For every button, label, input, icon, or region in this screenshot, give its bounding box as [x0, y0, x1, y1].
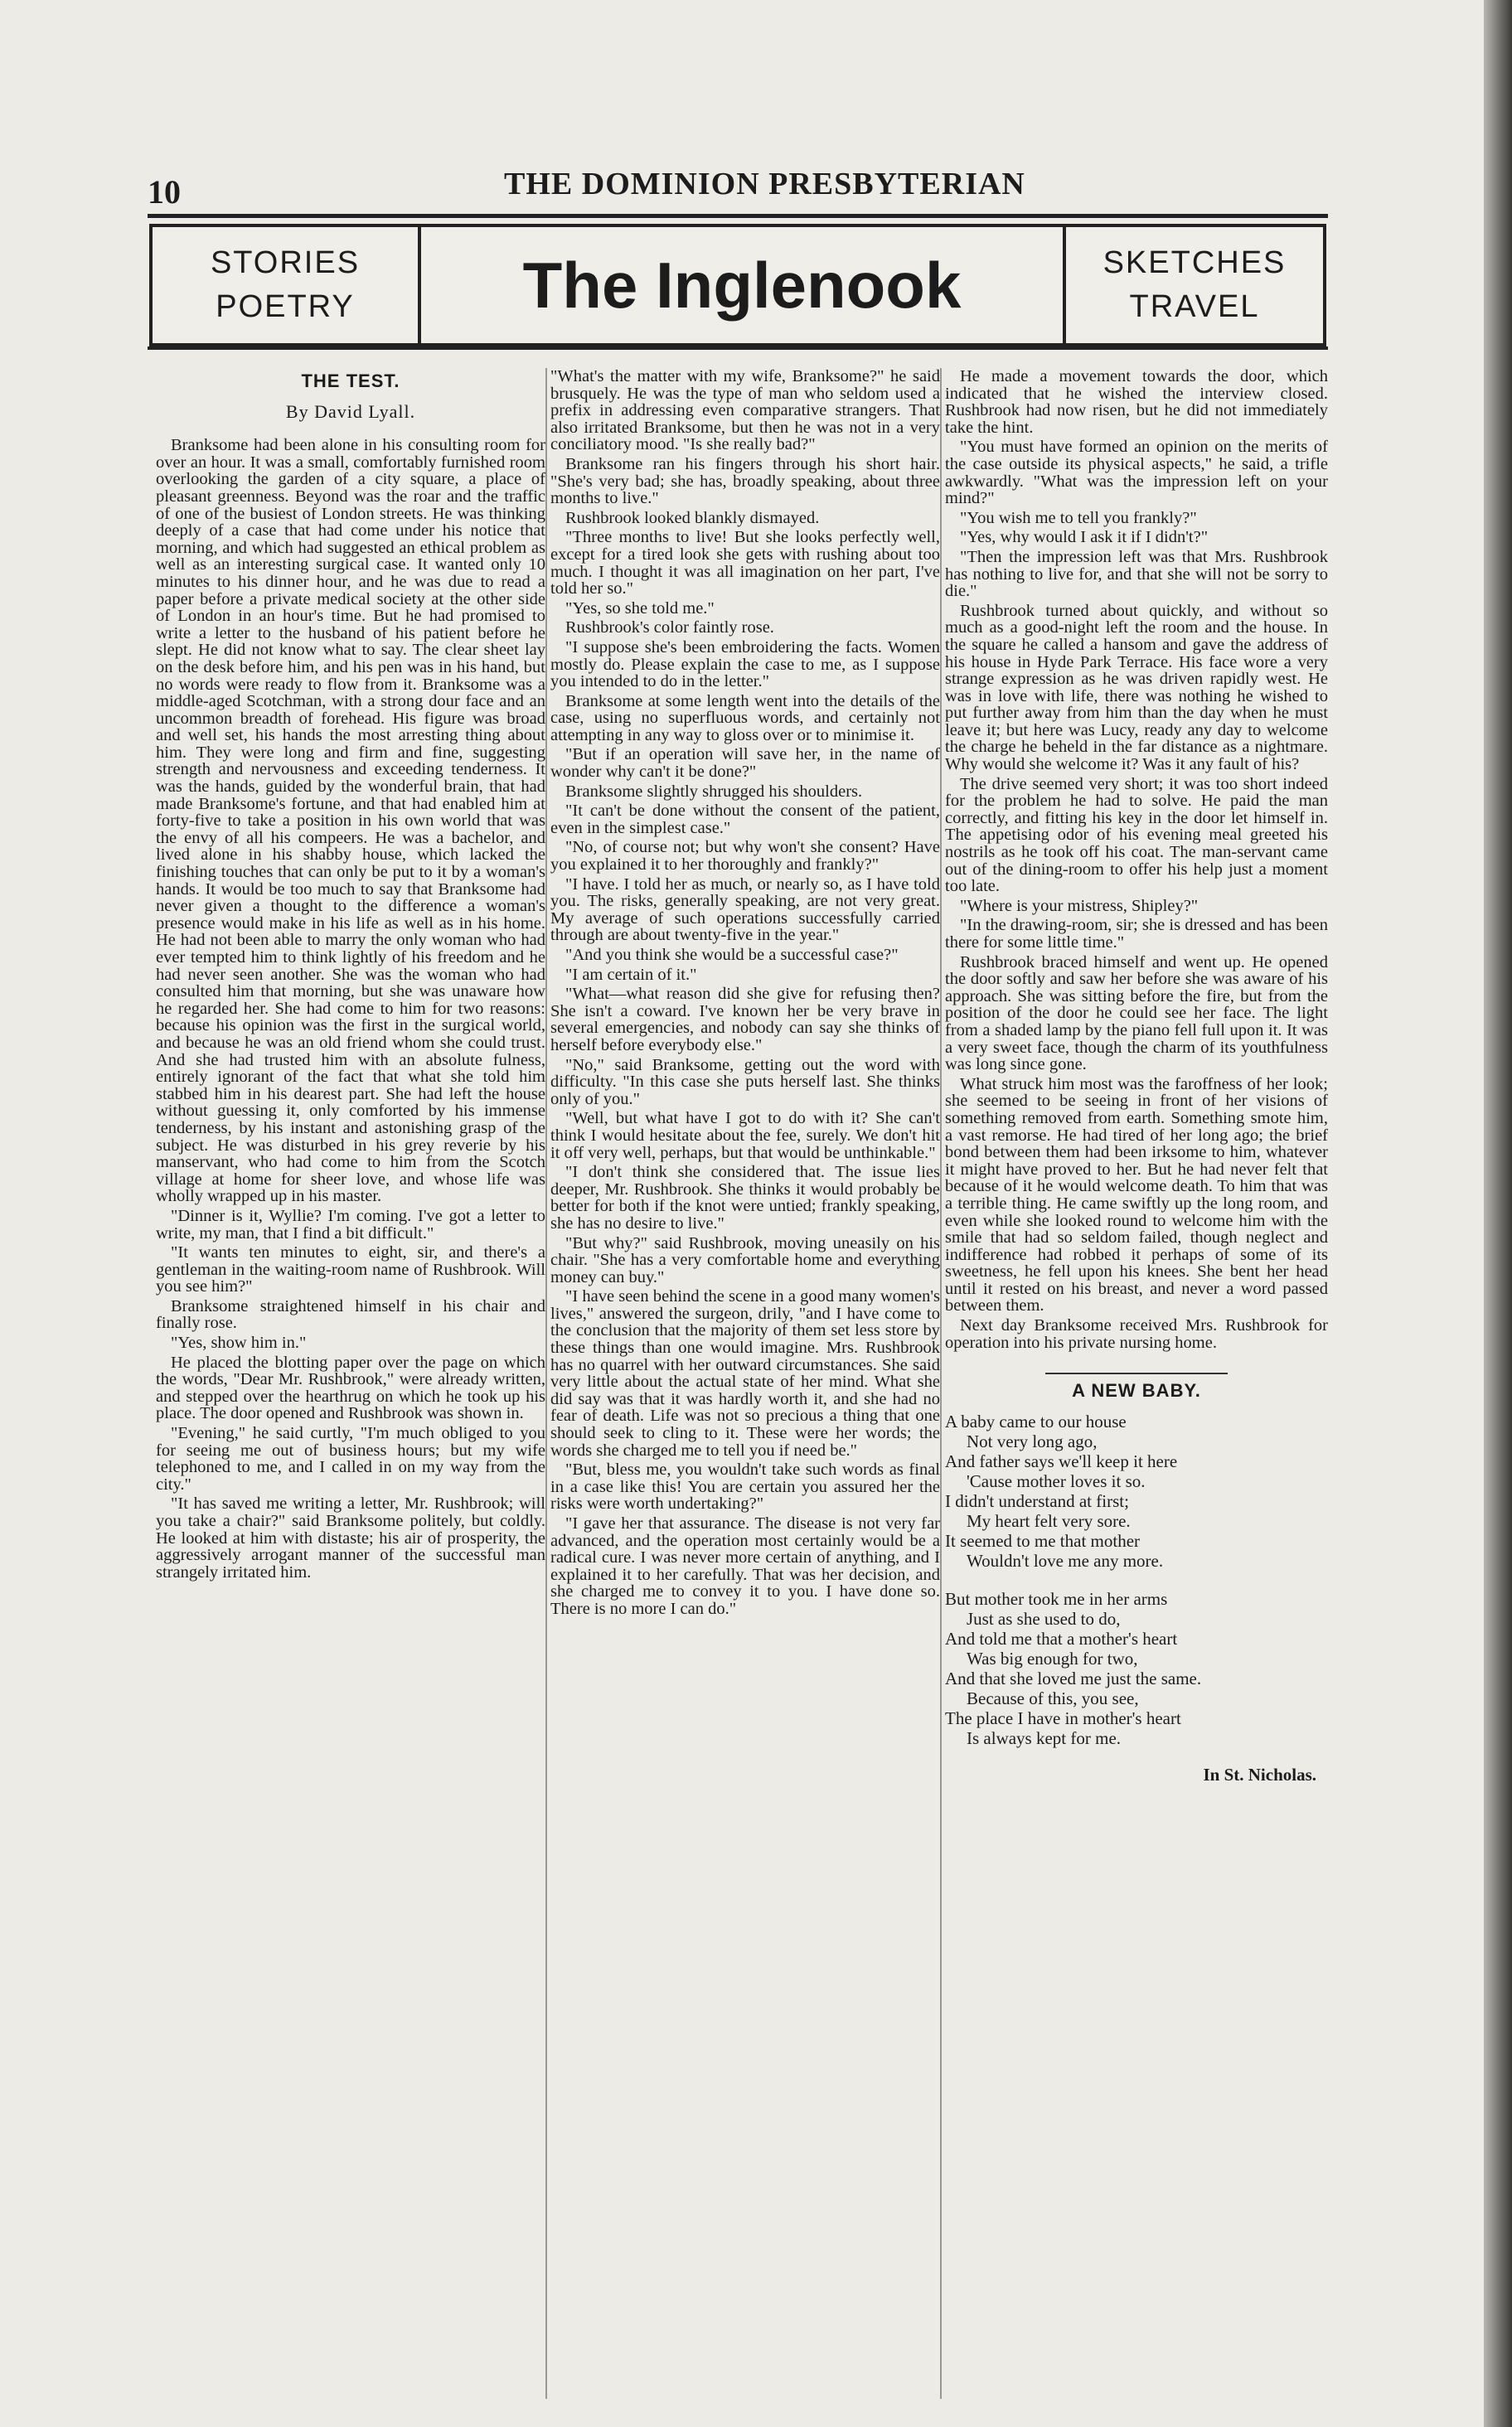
banner-left-cell: [153, 227, 421, 343]
poem-line: Because of this, you see,: [967, 1688, 1139, 1708]
poem-attribution: In St. Nicholas.: [1203, 1764, 1316, 1785]
story-paragraph: "Evening," he said curtly, "I'm much obliged to you for seeing me out of business hours; but my wife telephoned to me, and I called in on my way from the city.": [156, 1424, 545, 1494]
story-paragraph: Branksome had been alone in his consulting room for over an hour. It was a small, comfortably furnished room overlooking the garden of a city square, a place of pleasant greenness. Beyond was the roar and the traffic of one of the busiest of London streets. He was thinking deeply of a case that had come under his notice that morning, and which had suggested an ethical problem as well as an interesting surgical case. It wanted only 10 minutes to his dinner hour, and he was due to read a paper before a private medical society at the other side of London in an hour's time. But he had promised to write a letter to the husband of his patient before he slept. He did not know what to say. The clear sheet lay on the desk before him, and his pen was in his hand, but no words were ready to flow from it. Branksome was a middle-aged Scotchman, with a strong dour face and an uncommon breadth of forehead. His figure was broad and well set, his hands the most arresting thing about him. They were long and firm and fine, suggesting strength and nervousness and exceeding tenderness. It was the hands, guided by the wonderful brain, that had made Branksome's fortune, and that had enabled him at forty-five to take a position in his own world that was the envy of all his compeers. He was a bachelor, and lived alone in his shabby house, which lacked the finishing touches that can only be put to it by a woman's hands. It would be too much to say that Branksome had never given a thought to the difference a woman's presence would make in his life as well as in his home. He had not been able to marry the only woman who had ever tempted him to think lightly of his freedom and he had never seen another. She was the woman who had consulted him that morning, but she was unaware how he regarded her. She had come to him for two reasons: because his opinion was the first in the surgical world, and because he was an old friend whom she could trust. And she had trusted him with an absolute fulness, entirely ignorant of the fact that what she told him stabbed him in his dearest part. She had left the house without guessing it, only comforted by his immense tenderness, by his instant and astonishing grasp of the subject. He was disturbed in his grey reverie by his manservant, who had come to him from the Scotch village at home for sheer love, and whose life was wholly wrapped up in his master.: [156, 436, 545, 1206]
story-paragraph: "It has saved me writing a letter, Mr. Rushbrook; will you take a chair?" said Branksome politely, but coldly. He looked at him with distaste; his air of prosperity, the aggressively arrogant manner of the successful man strangely irritated him.: [156, 1494, 545, 1582]
section-banner: [149, 224, 1326, 346]
poem-stanza: [945, 1589, 1328, 1748]
story-paragraph: Rushbrook braced himself and went up. He opened the door softly and saw her before she was aware of his approach. She was sitting before the fire, but from the position of the door he could see her face. The light from a shaded lamp by the piano fell full upon it. It was a very sweet face, though the charm of its youthfulness was long since gone.: [945, 952, 1328, 1074]
story-paragraph: Branksome ran his fingers through his short hair. "She's very bad; she has, broadly speaking, about three months to live.": [550, 454, 940, 508]
page-number: 10: [148, 173, 181, 211]
story-paragraph: Rushbrook's color faintly rose.: [565, 618, 774, 637]
story-paragraph: "Where is your mistress, Shipley?": [960, 896, 1199, 915]
column-3: [945, 368, 1328, 1783]
story-paragraph: "And you think she would be a successful case?": [565, 946, 899, 964]
poem-line: 'Cause mother loves it so.: [967, 1470, 1146, 1491]
story-paragraph: "It wants ten minutes to eight, sir, and there's a gentleman in the waiting-room name of Rushbrook. Will you see him?": [156, 1243, 545, 1296]
poem-line: Just as she used to do,: [967, 1608, 1121, 1629]
column-divider: [545, 368, 547, 2399]
column-2: [550, 368, 940, 1620]
story-paragraph: "Well, but what have I got to do with it? She can't think I would hesitate about the fee, surely. We don't hit it off very well, perhaps, but that would be unthinkable.": [550, 1109, 940, 1162]
poem-line: And told me that a mother's heart: [945, 1628, 1178, 1649]
story-paragraph: "It can't be done without the consent of the patient, even in the simplest case.": [550, 802, 940, 837]
story-paragraph: He placed the blotting paper over the page on which the words, "Dear Mr. Rushbrook," were already written, and stepped over the hearthrug on which he took up his place. The door opened and Rushbrook was shown in.: [156, 1353, 545, 1423]
poem-line: Was big enough for two,: [967, 1648, 1138, 1669]
story-paragraph: Branksome straightened himself in his chair and finally rose.: [156, 1296, 545, 1333]
story-paragraph: The drive seemed very short; it was too short indeed for the problem he had to solve. He paid the man correctly, and fitting his key in the door let himself in. The appetising odor of his evening meal greeted his nostrils as he took off his coat. The man-servant came out of the dining-room to offer his help just a moment too late.: [945, 774, 1328, 896]
header-rule: [148, 214, 1328, 218]
poem-line: And that she loved me just the same.: [945, 1668, 1202, 1688]
poem-line: Is always kept for me.: [967, 1727, 1122, 1748]
story-paragraph: "Yes, show him in.": [171, 1334, 307, 1353]
story-paragraph: Branksome at some length went into the details of the case, using no superfluous words, and certainly not attempting in any way to gloss over or to minimise it.: [550, 691, 940, 744]
story-paragraph: "No, of course not; but why won't she consent? Have you explained it to her thoroughly and frankly?": [550, 838, 940, 874]
story-paragraph: "You wish me to tell you frankly?": [960, 508, 1197, 527]
poem-line: Not very long ago,: [967, 1431, 1098, 1451]
story-paragraph: "You must have formed an opinion on the merits of the case outside its physical aspects," he said, a trifle awkwardly. "What was the impression left on your mind?": [945, 438, 1328, 508]
poem-body: [945, 1412, 1328, 1748]
story-paragraph: Rushbrook turned about quickly, and without so much as a good-night left the room and the house. In the square he called a hansom and gave the address of his house in Hyde Park Terrace. His face wore a very strange expression as he was driven rapidly west. He was in love with life, there was nothing he wished to put further away from him than the day when he must leave it; but here was Lucy, ready any day to welcome the charge he beheld in the far distance as a nightmare. Why would she welcome it? Was it any fault of his?: [945, 601, 1328, 774]
story-paragraph: "I am certain of it.": [565, 965, 697, 984]
banner-label-stories: STORIES: [210, 245, 361, 280]
poem-line: My heart felt very sore.: [967, 1510, 1131, 1531]
story-paragraph: "Yes, so she told me.": [565, 598, 715, 618]
banner-right-cell: [1063, 227, 1323, 343]
story-paragraph: "But if an operation will save her, in the name of wonder why can't it be done?": [550, 745, 940, 782]
poem-line: The place I have in mother's heart: [945, 1708, 1181, 1728]
story-paragraph: "What's the matter with my wife, Branksome?" he said brusquely. He was the type of man who seldom used a prefix in addressing even comparative strangers. That also irritated Branksome, but then he was not in a very conciliatory mood. "Is she really bad?": [550, 367, 940, 454]
column-divider: [940, 368, 942, 2399]
story-paragraph: "In the drawing-room, sir; she is dressed and has been there for some little time.": [945, 916, 1328, 952]
poem-title: A NEW BABY.: [1072, 1380, 1201, 1402]
poem-line: And father says we'll keep it here: [945, 1451, 1178, 1471]
story-paragraph: "Dinner is it, Wyllie? I'm coming. I've got a letter to write, my man, that I find a bit difficult.": [156, 1206, 545, 1243]
poem-line: A baby came to our house: [945, 1411, 1127, 1431]
story-paragraph: "I don't think she considered that. The issue lies deeper, Mr. Rushbrook. She thinks it would probably be better for both if the knot were untied; frankly speaking, she has no desire to live.": [550, 1163, 940, 1233]
poem-line: Wouldn't love me any more.: [967, 1550, 1164, 1571]
story-title: THE TEST.: [301, 371, 400, 391]
story-paragraph: "I have. I told her as much, or nearly so, as I have told you. The risks, generally speaking, are not very great. My average of such operations successfully carried through are about twenty-five in the year.": [550, 874, 940, 945]
page-binding-edge: [1484, 0, 1512, 2427]
banner-title-cell: [421, 227, 1063, 343]
story-paragraph: What struck him most was the faroffness of her look; she seemed to be seeing in front of her visions of something removed from earth. Something smote him, a vast remorse. He had tired of her long ago; the brief bond between them had been irksome to him, whatever it might have proved to her. But he had never felt that because of it he would welcome death. To him that was a terrible thing. He came swiftly up the long room, and even while she looked round to welcome him with the smile that had so seldom failed, though neglect and indifference had robbed it perhaps of some of its sweetness, he fell upon his knees. She bent her head until it rested on his breast, and never a word passed between them.: [945, 1074, 1328, 1315]
poem-line: It seemed to me that mother: [945, 1530, 1141, 1551]
story-paragraph: Next day Branksome received Mrs. Rushbrook for operation into his private nursing home.: [945, 1316, 1328, 1352]
story-byline: By David Lyall.: [285, 400, 416, 422]
section-separator: [1045, 1373, 1228, 1374]
masthead: THE DOMINION PRESBYTERIAN: [504, 167, 1025, 201]
banner-label-sketches: SKETCHES: [1102, 245, 1287, 280]
banner-label-poetry: POETRY: [216, 289, 355, 324]
story-paragraph: "I have seen behind the scene in a good many women's lives," answered the surgeon, drily, "and I have come to the conclusion that the majority of them set less store by these things than one would imagine. Mrs. Rushbrook has no quarrel with her outward circumstances. She said very little about the actual state of her mind. What she did say was that it was hardly worth it, and she had no fear of death. Life was not so precious a thing that one should seek to cling to it. These were her words; the words she charged me to tell you if need be.": [550, 1287, 940, 1460]
story-paragraph: "Then the impression left was that Mrs. Rushbrook has nothing to live for, and that she will not be sorry to die.": [945, 547, 1328, 601]
story-paragraph: "I suppose she's been embroidering the facts. Women mostly do. Please explain the case to me, as I suppose you intended to do in the letter.": [550, 637, 940, 691]
story-paragraph: "Three months to live! But she looks perfectly well, except for a tired look she gets with rushing about too much. I thought it was all imagination on her part, I've told her so.": [550, 528, 940, 598]
poem-line: But mother took me in her arms: [945, 1588, 1168, 1609]
story-paragraph: He made a movement towards the door, which indicated that he wished the interview closed. Rushbrook had now risen, but he did not immediately take the hint.: [945, 367, 1328, 437]
story-paragraph: "Yes, why would I ask it if I didn't?": [960, 528, 1209, 547]
poem-line: I didn't understand at first;: [945, 1490, 1129, 1511]
section-title: The Inglenook: [522, 248, 962, 322]
story-paragraph: Branksome slightly shrugged his shoulders.: [565, 782, 863, 801]
story-paragraph: "But why?" said Rushbrook, moving uneasily on his chair. "She has a very comfortable home and everything money can buy.": [550, 1233, 940, 1286]
poem-stanza: [945, 1412, 1328, 1571]
banner-label-travel: TRAVEL: [1129, 289, 1260, 324]
story-paragraph: "But, bless me, you wouldn't take such words as final in a case like this! You are certain you assured her the risks were worth undertaking?": [550, 1461, 940, 1514]
story-paragraph: "What—what reason did she give for refusing then? She isn't a coward. I've known her be very brave in several emergencies, and nobody can say she thinks of herself before everybody else.": [550, 985, 940, 1054]
story-paragraph: Rushbrook looked blankly dismayed.: [565, 508, 820, 527]
story-paragraph: "I gave her that assurance. The disease is not very far advanced, and the operation most certainly would be a radical cure. I was never more certain of anything, and I explained it to her carefully. That was her decision, and she charged me to convey it to you. I have done so. There is no more I can do.": [550, 1514, 940, 1618]
story-paragraph: "No," said Branksome, getting out the word with difficulty. "In this case she puts herself last. She thinks only of you.": [550, 1055, 940, 1108]
banner-rule: [148, 346, 1328, 350]
column-1: [156, 368, 545, 1583]
